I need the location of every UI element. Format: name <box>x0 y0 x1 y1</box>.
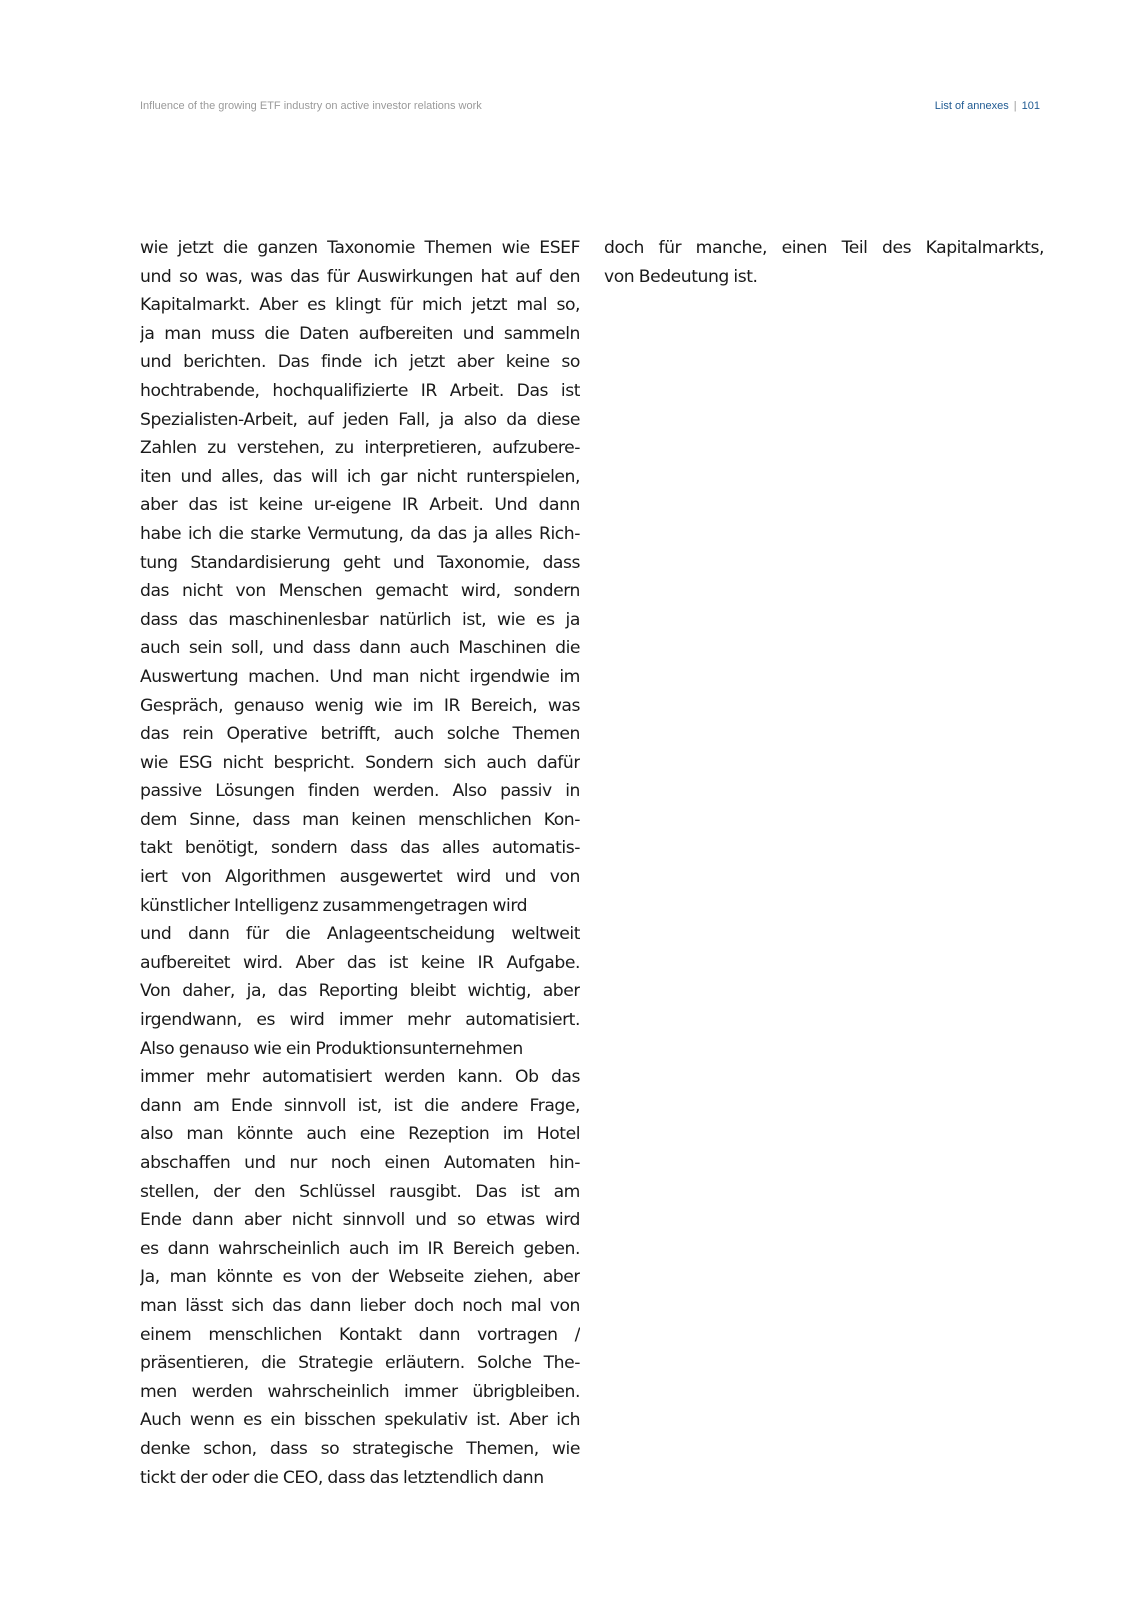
text-line: also man könnte auch eine Rezeption im Hotel <box>140 1124 580 1145</box>
text-line: doch für manche, einen Teil des Kapitalmarkts, <box>604 238 1044 258</box>
text-line: abschaffen und nur noch einen Automaten hin- <box>140 1153 580 1173</box>
text-line: immer mehr automatisiert werden kann. Ob das <box>140 1067 580 1088</box>
text-line: tung Standardisierung geht und Taxonomie, dass <box>140 552 580 573</box>
text-line: denke schon, dass so strategische Themen, wie <box>140 1438 580 1459</box>
text-line: Spezialisten-Arbeit, auf jeden Fall, ja also da diese <box>140 409 580 430</box>
text-line: Zahlen zu verstehen, zu interpretieren, aufzubere- <box>140 438 580 459</box>
text-line: iert von Algorithmen ausgewertet wird und von <box>140 867 580 888</box>
text-line: dass das maschinenlesbar natürlich ist, wie es ja <box>140 609 580 630</box>
text-line: einem menschlichen Kontakt dann vortragen / <box>140 1324 580 1345</box>
text-line: Ende dann aber nicht sinnvoll und so etwas wird <box>140 1210 580 1231</box>
running-header-section <box>935 100 1040 112</box>
text-line: man lässt sich das dann lieber doch noch mal von <box>140 1295 580 1316</box>
text-line: habe ich die starke Vermutung, da das ja alles Rich- <box>140 523 580 544</box>
text-line: irgendwann, es wird immer mehr automatisiert. <box>140 1010 580 1031</box>
text-line: wie jetzt die ganzen Taxonomie Themen wie ESEF <box>140 238 580 258</box>
text-line: stellen, der den Schlüssel rausgibt. Das ist am <box>140 1181 580 1202</box>
text-line: Also genauso wie ein Produktionsunternehmen <box>140 1038 523 1059</box>
page-number: 101 <box>1021 100 1040 112</box>
header-separator: | <box>1013 100 1017 112</box>
text-line: passive Lösungen finden werden. Also passiv in <box>140 781 580 802</box>
running-header-title: Influence of the growing ETF industry on active investor relations work <box>140 100 482 112</box>
text-line: präsentieren, die Strategie erläutern. Solche The- <box>140 1353 580 1374</box>
text-line: Von daher, ja, das Reporting bleibt wichtig, aber <box>140 981 580 1002</box>
text-line: auch sein soll, und dass dann auch Maschinen die <box>140 638 580 659</box>
text-line: und dann für die Anlageentscheidung weltweit <box>140 924 580 945</box>
text-line: Auch wenn es ein bisschen spekulativ ist. Aber ich <box>140 1410 580 1431</box>
text-line: dem Sinne, dass man keinen menschlichen Kon- <box>140 809 580 830</box>
text-line: es dann wahrscheinlich auch im IR Bereich geben. <box>140 1238 580 1259</box>
text-line: von Bedeutung ist. <box>604 266 758 287</box>
text-line: iten und alles, das will ich gar nicht runterspielen, <box>140 466 580 487</box>
text-line: aufbereitet wird. Aber das ist keine IR Aufgabe. <box>140 952 580 973</box>
text-line: takt benötigt, sondern dass das alles automatis- <box>140 838 580 859</box>
text-line: ja man muss die Daten aufbereiten und sammeln <box>140 323 580 344</box>
text-line: Auswertung machen. Und man nicht irgendwie im <box>140 666 580 687</box>
section-label: List of annexes <box>934 100 1009 112</box>
body-text-left-column <box>140 234 580 1492</box>
text-line: hochtrabende, hochqualifizierte IR Arbeit. Das ist <box>140 380 580 401</box>
text-line: Gespräch, genauso wenig wie im IR Bereich, was <box>140 695 580 716</box>
body-text-right-column <box>604 234 1044 291</box>
text-line: Ja, man könnte es von der Webseite ziehen, aber <box>140 1267 580 1288</box>
text-line: das rein Operative betrifft, auch solche Themen <box>140 724 580 745</box>
text-line: das nicht von Menschen gemacht wird, sondern <box>140 581 580 602</box>
text-line: aber das ist keine ur-eigene IR Arbeit. Und dann <box>140 495 580 516</box>
text-line: Kapitalmarkt. Aber es klingt für mich jetzt mal so, <box>140 295 580 316</box>
text-line: künstlicher Intelligenz zusammengetragen wird <box>140 895 528 916</box>
text-line: tickt der oder die CEO, dass das letztendlich dann <box>140 1467 544 1488</box>
text-line: dann am Ende sinnvoll ist, ist die andere Frage, <box>140 1095 580 1116</box>
text-line: wie ESG nicht bespricht. Sondern sich auch dafür <box>140 752 580 773</box>
text-line: und berichten. Das finde ich jetzt aber keine so <box>140 352 580 373</box>
text-line: und so was, was das für Auswirkungen hat auf den <box>140 266 580 287</box>
text-line: men werden wahrscheinlich immer übrigbleiben. <box>140 1381 580 1402</box>
